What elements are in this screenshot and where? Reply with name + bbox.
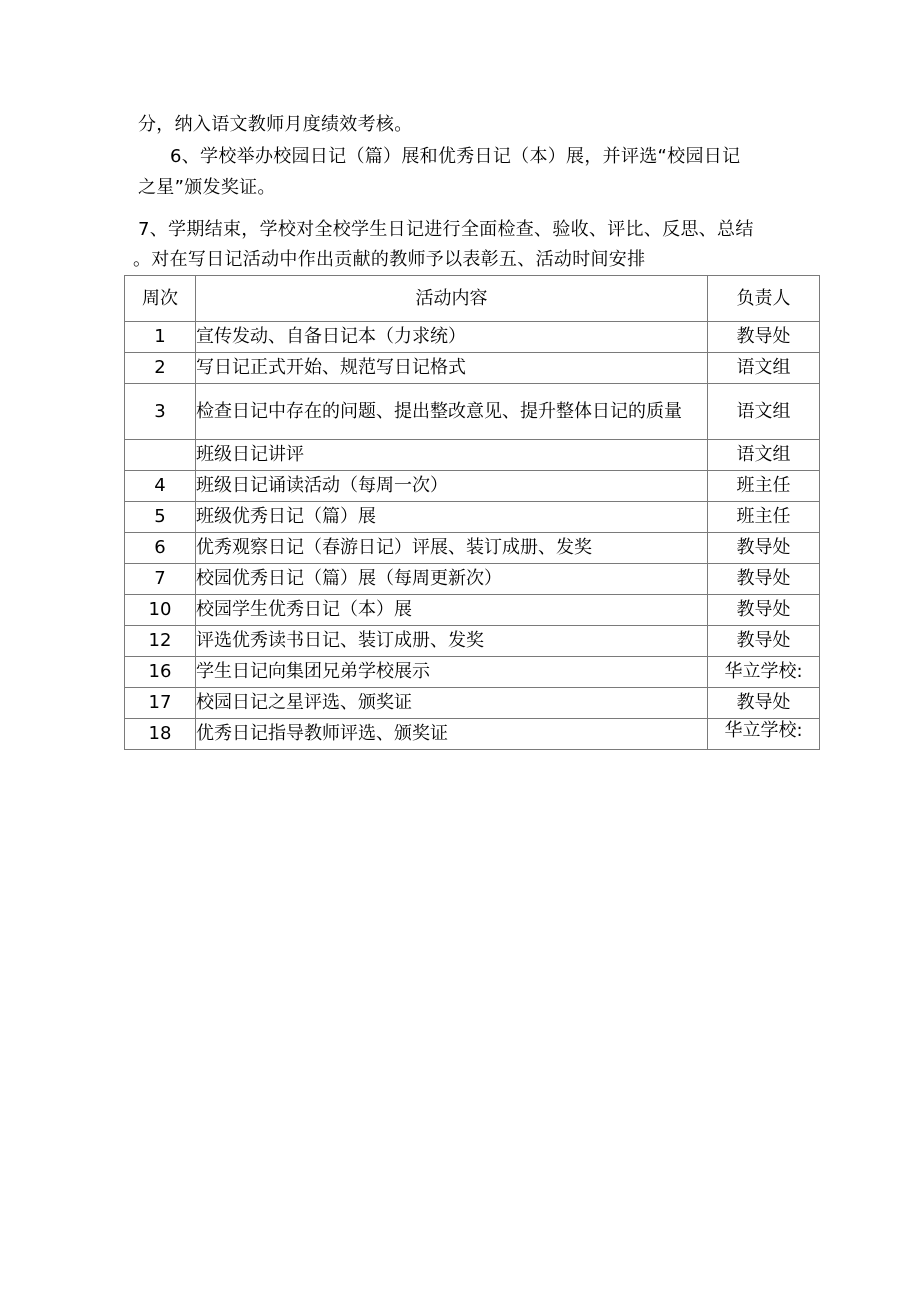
table-row xyxy=(125,502,820,533)
schedule-table xyxy=(124,275,820,750)
table-header-row xyxy=(125,276,820,322)
week-cell: 18 xyxy=(125,719,196,750)
paragraph-3: 之星”颁发奖证。 xyxy=(138,177,276,198)
table-row xyxy=(125,471,820,502)
paragraph-2: 6、学校举办校园日记（篇）展和优秀日记（本）展，并评选“校园日记 xyxy=(170,146,741,167)
owner-cell: 教导处 xyxy=(708,533,820,564)
owner-cell: 华立学校: xyxy=(708,719,820,750)
week-cell: 5 xyxy=(125,502,196,533)
table-row xyxy=(125,533,820,564)
week-cell: 10 xyxy=(125,595,196,626)
owner-cell: 班主任 xyxy=(708,502,820,533)
content-cell: 校园优秀日记（篇）展（每周更新次） xyxy=(196,564,708,595)
owner-cell: 语文组 xyxy=(708,353,820,384)
table-row xyxy=(125,564,820,595)
content-cell: 校园学生优秀日记（本）展 xyxy=(196,595,708,626)
content-cell: 优秀观察日记（春游日记）评展、装订成册、发奖 xyxy=(196,533,708,564)
week-cell: 1 xyxy=(125,322,196,353)
week-cell: 3 xyxy=(125,384,196,440)
content-cell: 优秀日记指导教师评选、颁奖证 xyxy=(196,719,708,750)
week-cell: 17 xyxy=(125,688,196,719)
table-row xyxy=(125,322,820,353)
content-cell: 班级日记诵读活动（每周一次） xyxy=(196,471,708,502)
paragraph-5: 。对在写日记活动中作出贡献的教师予以表彰五、活动时间安排 xyxy=(133,249,646,270)
owner-cell: 教导处 xyxy=(708,322,820,353)
week-cell xyxy=(125,440,196,471)
owner-cell: 语文组 xyxy=(708,440,820,471)
owner-cell: 教导处 xyxy=(708,564,820,595)
table-row xyxy=(125,595,820,626)
owner-cell: 教导处 xyxy=(708,688,820,719)
content-cell: 校园日记之星评选、颁奖证 xyxy=(196,688,708,719)
owner-cell: 语文组 xyxy=(708,384,820,440)
header-content: 活动内容 xyxy=(196,276,708,322)
content-cell: 写日记正式开始、规范写日记格式 xyxy=(196,353,708,384)
week-cell: 2 xyxy=(125,353,196,384)
paragraph-4: 7、学期结束，学校对全校学生日记进行全面检查、验收、评比、反思、总结 xyxy=(138,219,754,240)
header-owner: 负责人 xyxy=(708,276,820,322)
owner-cell: 教导处 xyxy=(708,626,820,657)
owner-cell: 班主任 xyxy=(708,471,820,502)
content-cell: 学生日记向集团兄弟学校展示 xyxy=(196,657,708,688)
owner-cell: 华立学校: xyxy=(708,657,820,688)
content-cell: 宣传发动、自备日记本（力求统） xyxy=(196,322,708,353)
content-cell: 班级优秀日记（篇）展 xyxy=(196,502,708,533)
week-cell: 4 xyxy=(125,471,196,502)
content-cell: 评选优秀读书日记、装订成册、发奖 xyxy=(196,626,708,657)
header-week: 周次 xyxy=(125,276,196,322)
table-row xyxy=(125,353,820,384)
week-cell: 6 xyxy=(125,533,196,564)
owner-cell: 教导处 xyxy=(708,595,820,626)
content-cell: 班级日记讲评 xyxy=(196,440,708,471)
table-row xyxy=(125,440,820,471)
table-row xyxy=(125,688,820,719)
week-cell: 12 xyxy=(125,626,196,657)
week-cell: 7 xyxy=(125,564,196,595)
table-row xyxy=(125,657,820,688)
table-row xyxy=(125,384,820,440)
table-row xyxy=(125,719,820,750)
week-cell: 16 xyxy=(125,657,196,688)
content-cell: 检查日记中存在的问题、提出整改意见、提升整体日记的质量 xyxy=(196,384,708,440)
paragraph-1: 分，纳入语文教师月度绩效考核。 xyxy=(138,114,413,135)
table-row xyxy=(125,626,820,657)
